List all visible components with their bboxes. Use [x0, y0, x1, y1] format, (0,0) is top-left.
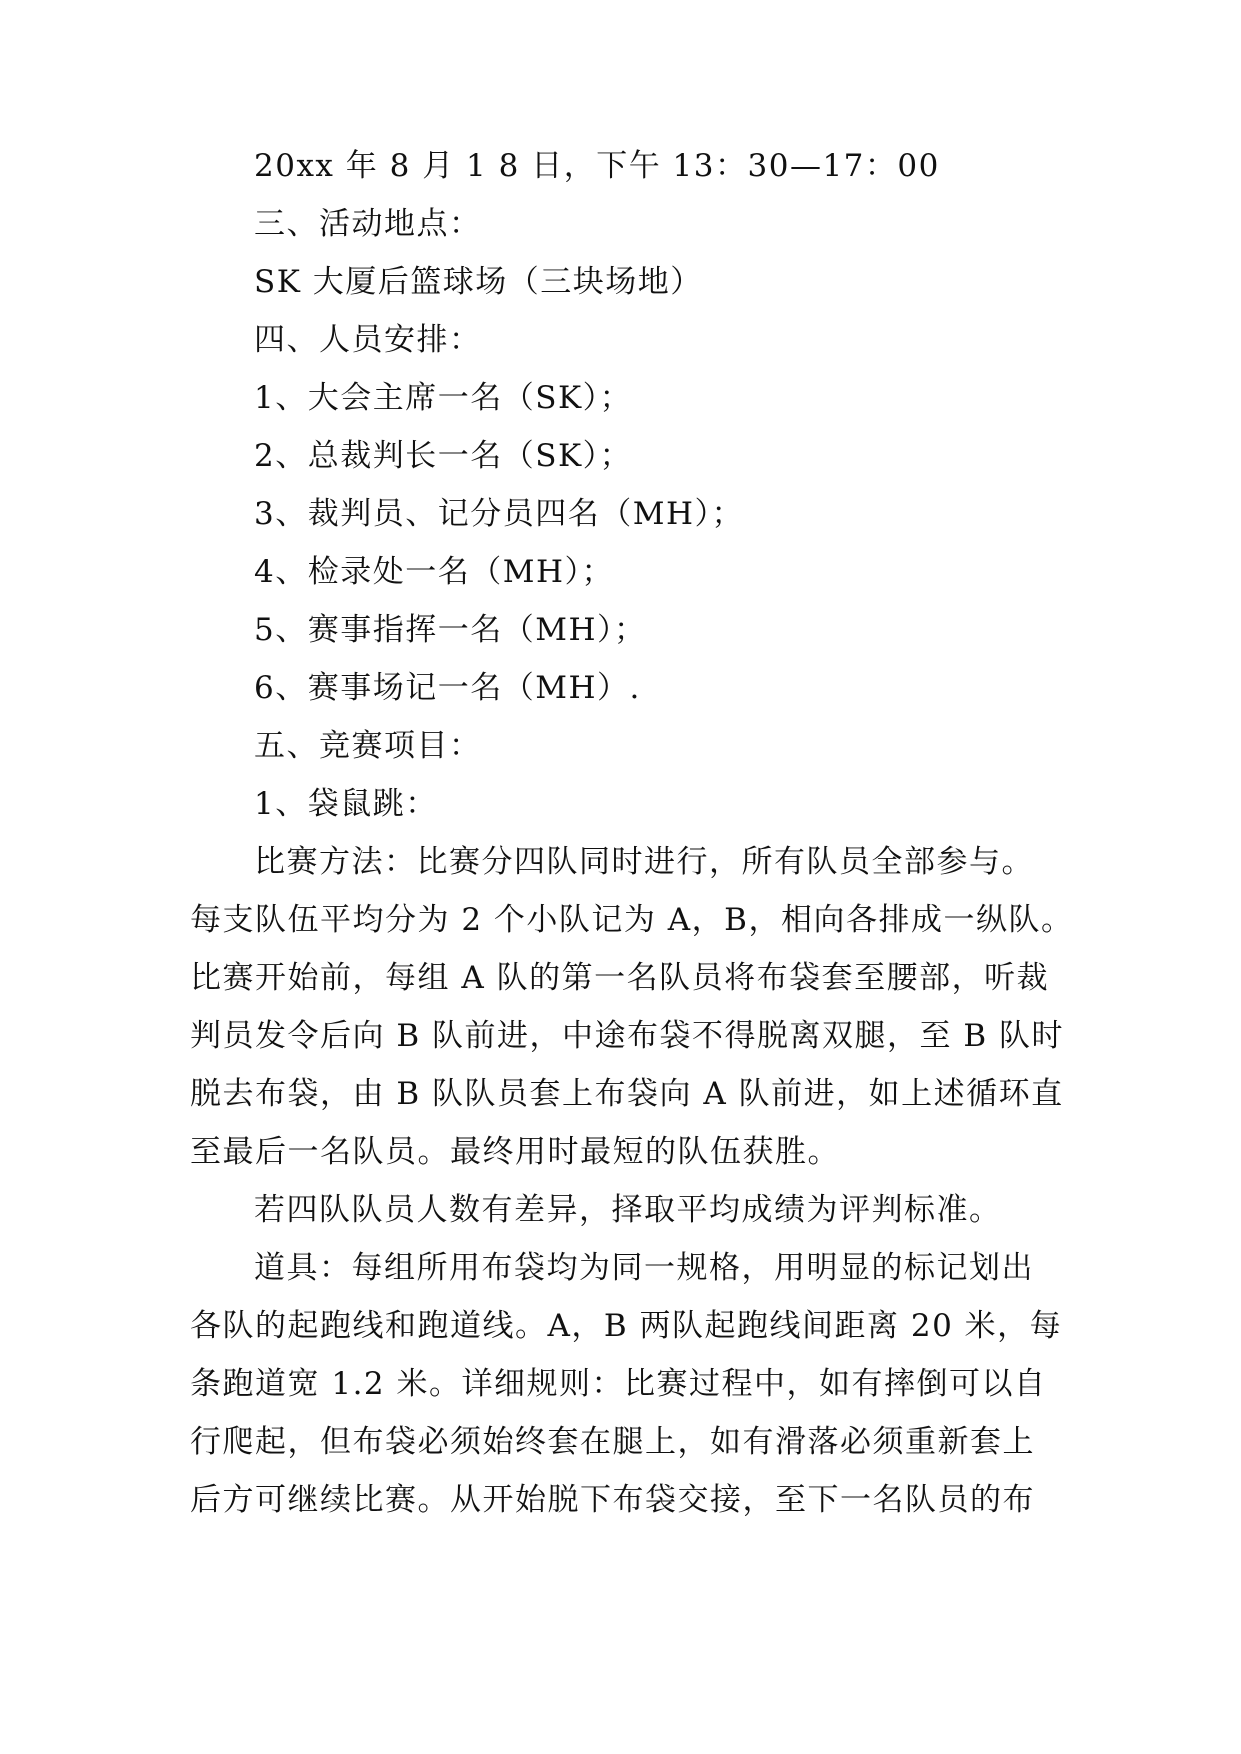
event-time-line: 20xx 年 8 月 1 8 日，下午 13：30—17：00: [254, 148, 940, 184]
paragraph-line: 道具：每组所用布袋均为同一规格，用明显的标记划出: [254, 1250, 1034, 1286]
staff-item-1: 1、大会主席一名（SK）；: [254, 380, 633, 416]
section-heading-staff: 四、人员安排：: [254, 322, 482, 358]
props-paragraph: [190, 1239, 1063, 1529]
staff-item-3: 3、裁判员、记分员四名（MH）；: [254, 496, 744, 532]
header-section: [190, 137, 1060, 833]
staff-item-5: 5、赛事指挥一名（MH）；: [254, 612, 647, 648]
paragraph-line: 行爬起，但布袋必须始终套在腿上，如有滑落必须重新套上: [190, 1424, 1035, 1460]
paragraph-line: 若四队队员人数有差异，择取平均成绩为评判标准。: [254, 1192, 1002, 1228]
event-item-1-heading: 1、袋鼠跳：: [254, 786, 438, 822]
staff-item-2: 2、总裁判长一名（SK）；: [254, 438, 633, 474]
paragraph-line: 后方可继续比赛。从开始脱下布袋交接，至下一名队员的布: [190, 1482, 1035, 1518]
paragraph-line: 比赛方法：比赛分四队同时进行，所有队员全部参与。: [254, 844, 1034, 880]
staff-item-6: 6、赛事场记一名（MH）.: [254, 670, 641, 706]
paragraph-line: 判员发令后向 B 队前进，中途布袋不得脱离双腿，至 B 队时: [190, 1018, 1064, 1054]
scoring-paragraph: [190, 1181, 1060, 1239]
paragraph-line: 至最后一名队员。最终用时最短的队伍获胜。: [190, 1134, 840, 1170]
section-heading-location: 三、活动地点：: [254, 206, 482, 242]
paragraph-line: 每支队伍平均分为 2 个小队记为 A，B，相向各排成一纵队。: [190, 902, 1074, 938]
paragraph-line: 脱去布袋，由 B 队队员套上布袋向 A 队前进，如上述循环直: [190, 1076, 1064, 1112]
paragraph-line: 比赛开始前，每组 A 队的第一名队员将布袋套至腰部，听裁: [190, 960, 1050, 996]
section-heading-events: 五、竞赛项目：: [254, 728, 482, 764]
location-line: SK 大厦后篮球场（三块场地）: [254, 264, 703, 300]
paragraph-line: 条跑道宽 1.2 米。详细规则：比赛过程中，如有摔倒可以自: [190, 1366, 1047, 1402]
paragraph-line: 各队的起跑线和跑道线。A，B 两队起跑线间距离 20 米，每: [190, 1308, 1063, 1344]
staff-item-4: 4、检录处一名（MH）；: [254, 554, 614, 590]
rules-paragraph: [190, 833, 1074, 1181]
